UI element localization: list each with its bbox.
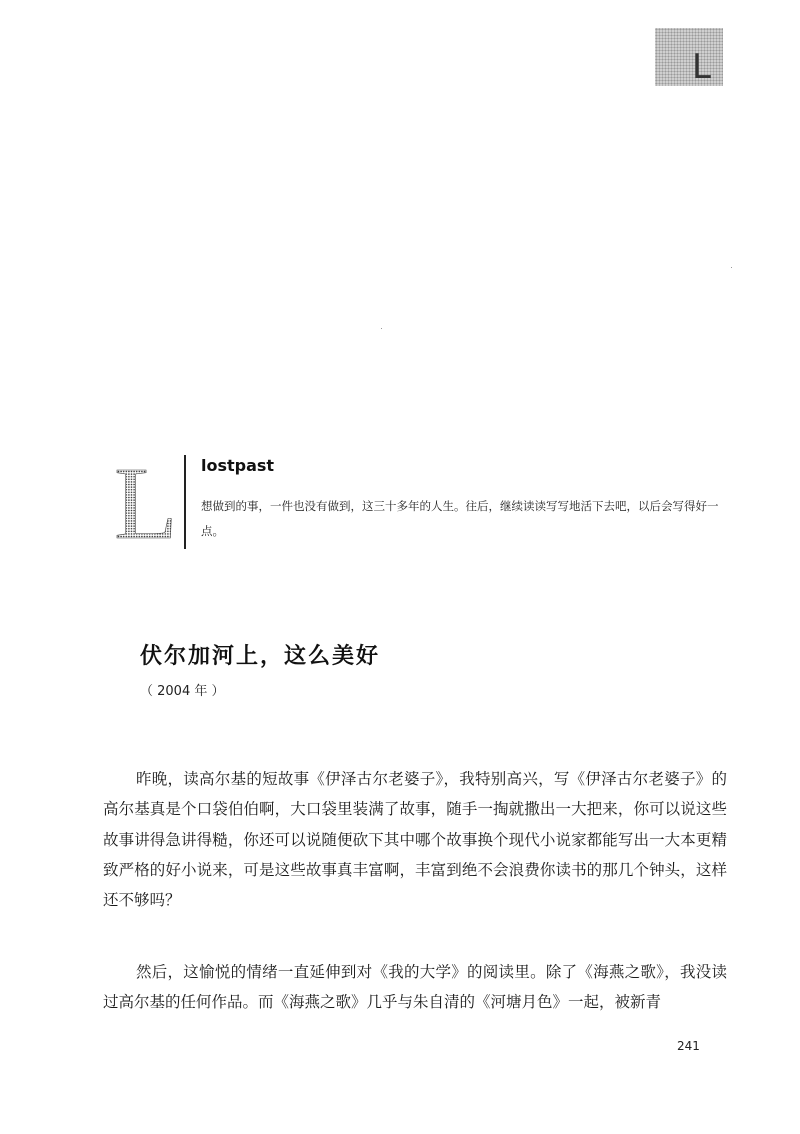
body-paragraph-1: 昨晚，读高尔基的短故事《伊泽古尔老婆子》，我特别高兴，写《伊泽古尔老婆子》的高尔基真是个口袋伯伯啊，大口袋里装满了故事，随手一掏就撒出一大把来，你可以说这些故事讲得急讲得糙，你还可以说随便砍下其中哪个故事换个现代小说家都能写出一大本更精致严格的好小说来，可是这些故事真丰富啊，丰富到绝不会浪费你读书的那几个钟头，这样还不够吗？ — [103, 770, 727, 910]
author-divider — [184, 455, 186, 549]
scan-speck — [381, 328, 382, 329]
scan-speck — [731, 267, 732, 268]
page-number: 241 — [677, 1039, 700, 1053]
decorative-initial-letter — [112, 452, 190, 544]
chapter-letter: L — [692, 47, 711, 87]
article-year: （ 2004 年 ） — [140, 684, 225, 699]
author-name: lostpast — [201, 456, 275, 475]
initial-glyph: L — [114, 452, 178, 544]
article-title: 伏尔加河上，这么美好 — [140, 643, 381, 669]
chapter-tab — [655, 28, 723, 86]
author-bio: 想做到的事，一件也没有做到，这三十多年的人生。往后，继续读读写写地活下去吧，以后会写得好一点。 — [201, 499, 719, 538]
body-paragraph-2: 然后，这愉悦的情绪一直延伸到对《我的大学》的阅读里。除了《海燕之歌》，我没读过高尔基的任何作品。而《海燕之歌》几乎与朱自清的《河塘月色》一起，被新青 — [103, 963, 727, 1012]
